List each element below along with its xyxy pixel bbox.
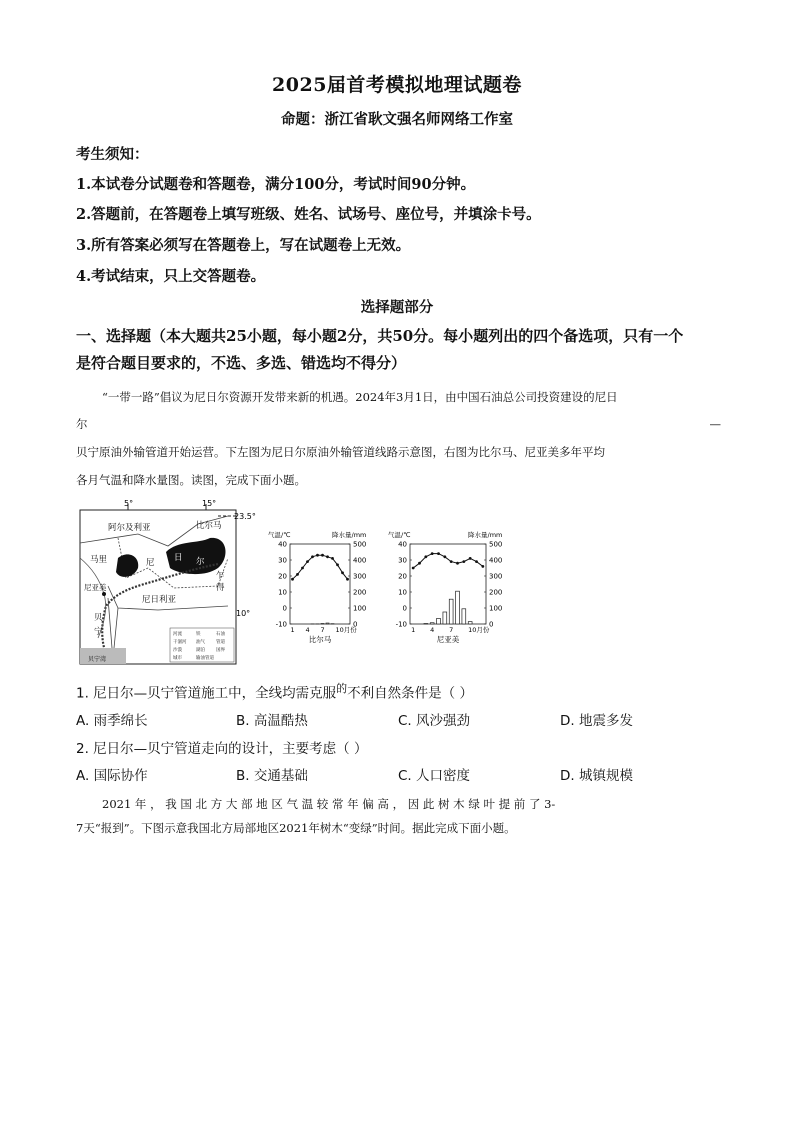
tick-label: 10月份 xyxy=(468,626,490,634)
temp-point xyxy=(475,560,478,563)
tick-label: 30 xyxy=(398,556,407,565)
temp-point xyxy=(469,557,472,560)
tick-label: 40 xyxy=(278,540,287,549)
notice-item: 2.答题前，在答题卷上填写班级、姓名、试场号、座位号，并填涂卡号。 xyxy=(76,206,541,223)
chart-station-name: 尼亚美 xyxy=(436,635,460,644)
legend-label: 湖泊 xyxy=(196,648,205,653)
tick-label: 400 xyxy=(353,556,367,565)
exam-title: 2025届首考模拟地理试题卷 xyxy=(272,74,522,96)
temp-point xyxy=(306,560,309,563)
tick-label: 0 xyxy=(489,620,494,629)
country-label: 乍 xyxy=(216,571,225,581)
temp-point xyxy=(437,552,440,555)
temp-point xyxy=(431,552,434,555)
country-label: 尼 xyxy=(146,558,155,568)
plot-frame xyxy=(410,544,486,624)
temp-point xyxy=(301,567,304,570)
tick-label: 7 xyxy=(320,626,325,634)
tick-label: 20 xyxy=(278,572,287,581)
passage-line xyxy=(76,410,721,439)
option-d[interactable]: D. 地震多发 xyxy=(560,713,633,729)
passage-line: “一带一路”倡议为尼日尔资源开发带来新的机遇。2024年3月1日，由中国石油总公司投资建设的尼日 xyxy=(102,390,618,404)
passage-fragment: 尔 xyxy=(76,417,88,431)
temp-point xyxy=(291,578,294,581)
temp-line xyxy=(413,554,483,568)
passage-line: 各月气温和降水量图。读图，完成下面小题。 xyxy=(76,473,306,487)
tick-label: 200 xyxy=(489,588,503,597)
tick-label: 200 xyxy=(353,588,367,597)
notice-heading: 考生须知： xyxy=(76,146,149,163)
legend-label: 石油 xyxy=(216,632,225,637)
tick-label: 0 xyxy=(282,604,287,613)
bay-label: 贝宁湾 xyxy=(88,656,107,663)
temp-point xyxy=(316,554,319,557)
legend-label: 输油管道 xyxy=(196,656,214,661)
precip-bar xyxy=(443,612,447,624)
lon-label: 15° xyxy=(202,499,217,508)
temp-point xyxy=(321,554,324,557)
tick-label: 4 xyxy=(430,626,435,634)
question-text: 1. 尼日尔—贝宁管道施工中，全线均需克服 xyxy=(76,685,337,702)
tick-label: 500 xyxy=(489,540,503,549)
passage-dash: — xyxy=(709,417,721,431)
temp-point xyxy=(311,555,314,558)
lat-label: 23.5° xyxy=(234,512,256,521)
question-text: 的 xyxy=(336,682,348,695)
question-2-stem: 2. 尼日尔—贝宁管道走向的设计，主要考虑（ ） xyxy=(76,741,368,757)
tick-label: 300 xyxy=(489,572,503,581)
temp-point xyxy=(346,578,349,581)
temp-point xyxy=(481,565,484,568)
temp-point xyxy=(341,571,344,574)
option-b[interactable]: B. 高温酷热 xyxy=(236,713,308,729)
tick-label: 30 xyxy=(278,556,287,565)
instructions-line: 是符合题目要求的，不选、多选、错选均不得分） xyxy=(76,354,407,372)
option-a[interactable]: A. 国际协作 xyxy=(76,768,148,784)
passage-line: 贝宁原油外输管道开始运营。下左图为尼日尔原油外输管道线路示意图，右图为比尔马、尼亚美多年平均 xyxy=(76,445,605,459)
tick-label: 7 xyxy=(449,626,454,634)
country-label: 马里 xyxy=(90,555,108,565)
precip-bar xyxy=(456,591,460,624)
section-title: 选择题部分 xyxy=(360,299,434,316)
tick-label: 0 xyxy=(402,604,407,613)
temp-point xyxy=(412,567,415,570)
country-label: 日 xyxy=(174,553,183,563)
tick-label: 40 xyxy=(398,540,407,549)
temp-line xyxy=(293,555,348,579)
legend-label: 国界 xyxy=(216,648,225,653)
city-label: 尼亚美 xyxy=(84,583,107,592)
option-b[interactable]: B. 交通基础 xyxy=(236,768,308,784)
temp-point xyxy=(331,557,334,560)
temp-point xyxy=(418,562,421,565)
chart-station-name: 比尔马 xyxy=(308,635,332,644)
notice-item: 3.所有答案必须写在答题卷上，写在试题卷上无效。 xyxy=(76,237,411,254)
climate-chart-niamey xyxy=(386,528,522,650)
passage-line: 7天“报到”。下图示意我国北方局部地区2021年树木“变绿”时间。据此完成下面小题。 xyxy=(76,821,516,835)
temp-point xyxy=(456,562,459,565)
precip-bar xyxy=(326,623,329,624)
passage-line: 2021 年 ， 我 国 北 方 大 部 地 区 气 温 较 常 年 偏 高 ， 因 此 树 木 绿 叶 提 前 了 3- xyxy=(102,797,556,811)
tick-label: -10 xyxy=(395,620,407,629)
temp-point xyxy=(443,555,446,558)
axis-label: 气温/℃ xyxy=(388,531,411,539)
pipeline-map xyxy=(78,498,260,668)
axis-label: 降水量/mm xyxy=(332,531,367,539)
tick-label: 0 xyxy=(353,620,358,629)
question-1-stem xyxy=(76,680,473,702)
tick-label: 1 xyxy=(290,626,295,634)
tick-label: 20 xyxy=(398,572,407,581)
option-c[interactable]: C. 风沙强劲 xyxy=(398,713,471,729)
tick-label: 100 xyxy=(353,604,367,613)
tick-label: -10 xyxy=(275,620,287,629)
precip-bar xyxy=(462,609,466,624)
lat-label: 10° xyxy=(236,609,251,618)
question-text: 不利自然条件是（ ） xyxy=(347,685,473,702)
tick-label: 4 xyxy=(305,626,310,634)
country-label: 贝 xyxy=(94,613,103,623)
country-label: 得 xyxy=(216,583,225,593)
tick-label: 400 xyxy=(489,556,503,565)
legend-label: 城市 xyxy=(173,656,182,661)
legend-label: 河流 xyxy=(173,632,182,637)
precip-bar xyxy=(449,599,453,624)
precip-bar xyxy=(468,622,472,624)
plot-frame xyxy=(290,544,350,624)
axis-label: 降水量/mm xyxy=(468,531,503,539)
option-c[interactable]: C. 人口密度 xyxy=(398,768,471,784)
lon-label: 5° xyxy=(124,499,134,508)
temp-point xyxy=(336,563,339,566)
temp-point xyxy=(296,573,299,576)
tick-label: 500 xyxy=(353,540,367,549)
notice-item: 4.考试结束，只上交答题卷。 xyxy=(76,268,266,285)
section-instructions xyxy=(76,323,721,377)
tick-label: 1 xyxy=(411,626,416,634)
precip-bar xyxy=(437,618,441,624)
exam-author: 命题：浙江省耿文强名师网络工作室 xyxy=(281,111,513,128)
tick-label: 10月份 xyxy=(335,626,357,634)
temp-point xyxy=(450,560,453,563)
temp-point xyxy=(326,555,329,558)
tick-label: 100 xyxy=(489,604,503,613)
precip-bar xyxy=(430,623,434,624)
axis-label: 气温/℃ xyxy=(268,531,291,539)
option-d[interactable]: D. 城镇规模 xyxy=(560,768,633,784)
legend-label: 油气 xyxy=(196,640,205,645)
option-a[interactable]: A. 雨季绵长 xyxy=(76,713,148,729)
legend-label: 干涸河 xyxy=(173,640,187,645)
country-label: 尔 xyxy=(196,557,205,567)
tick-label: 10 xyxy=(398,588,407,597)
temp-point xyxy=(424,555,427,558)
country-label: 尼日利亚 xyxy=(142,595,177,605)
temp-point xyxy=(462,560,465,563)
tick-label: 300 xyxy=(353,572,367,581)
legend-label: 沙漠 xyxy=(173,648,182,653)
legend-label: 管道 xyxy=(216,640,225,645)
notice-item: 1.本试卷分试题卷和答题卷，满分100分，考试时间90分钟。 xyxy=(76,176,476,193)
country-label: 阿尔及利亚 xyxy=(108,523,151,533)
instructions-line: 一、选择题（本大题共25小题，每小题2分，共50分。每小题列出的四个备选项，只有一个 xyxy=(76,327,684,345)
legend-label: 铁 xyxy=(196,632,201,637)
tick-label: 10 xyxy=(278,588,287,597)
climate-chart-bilma xyxy=(266,528,384,650)
country-label: 宁 xyxy=(94,627,103,637)
city-label: 比尔马 xyxy=(196,521,222,531)
